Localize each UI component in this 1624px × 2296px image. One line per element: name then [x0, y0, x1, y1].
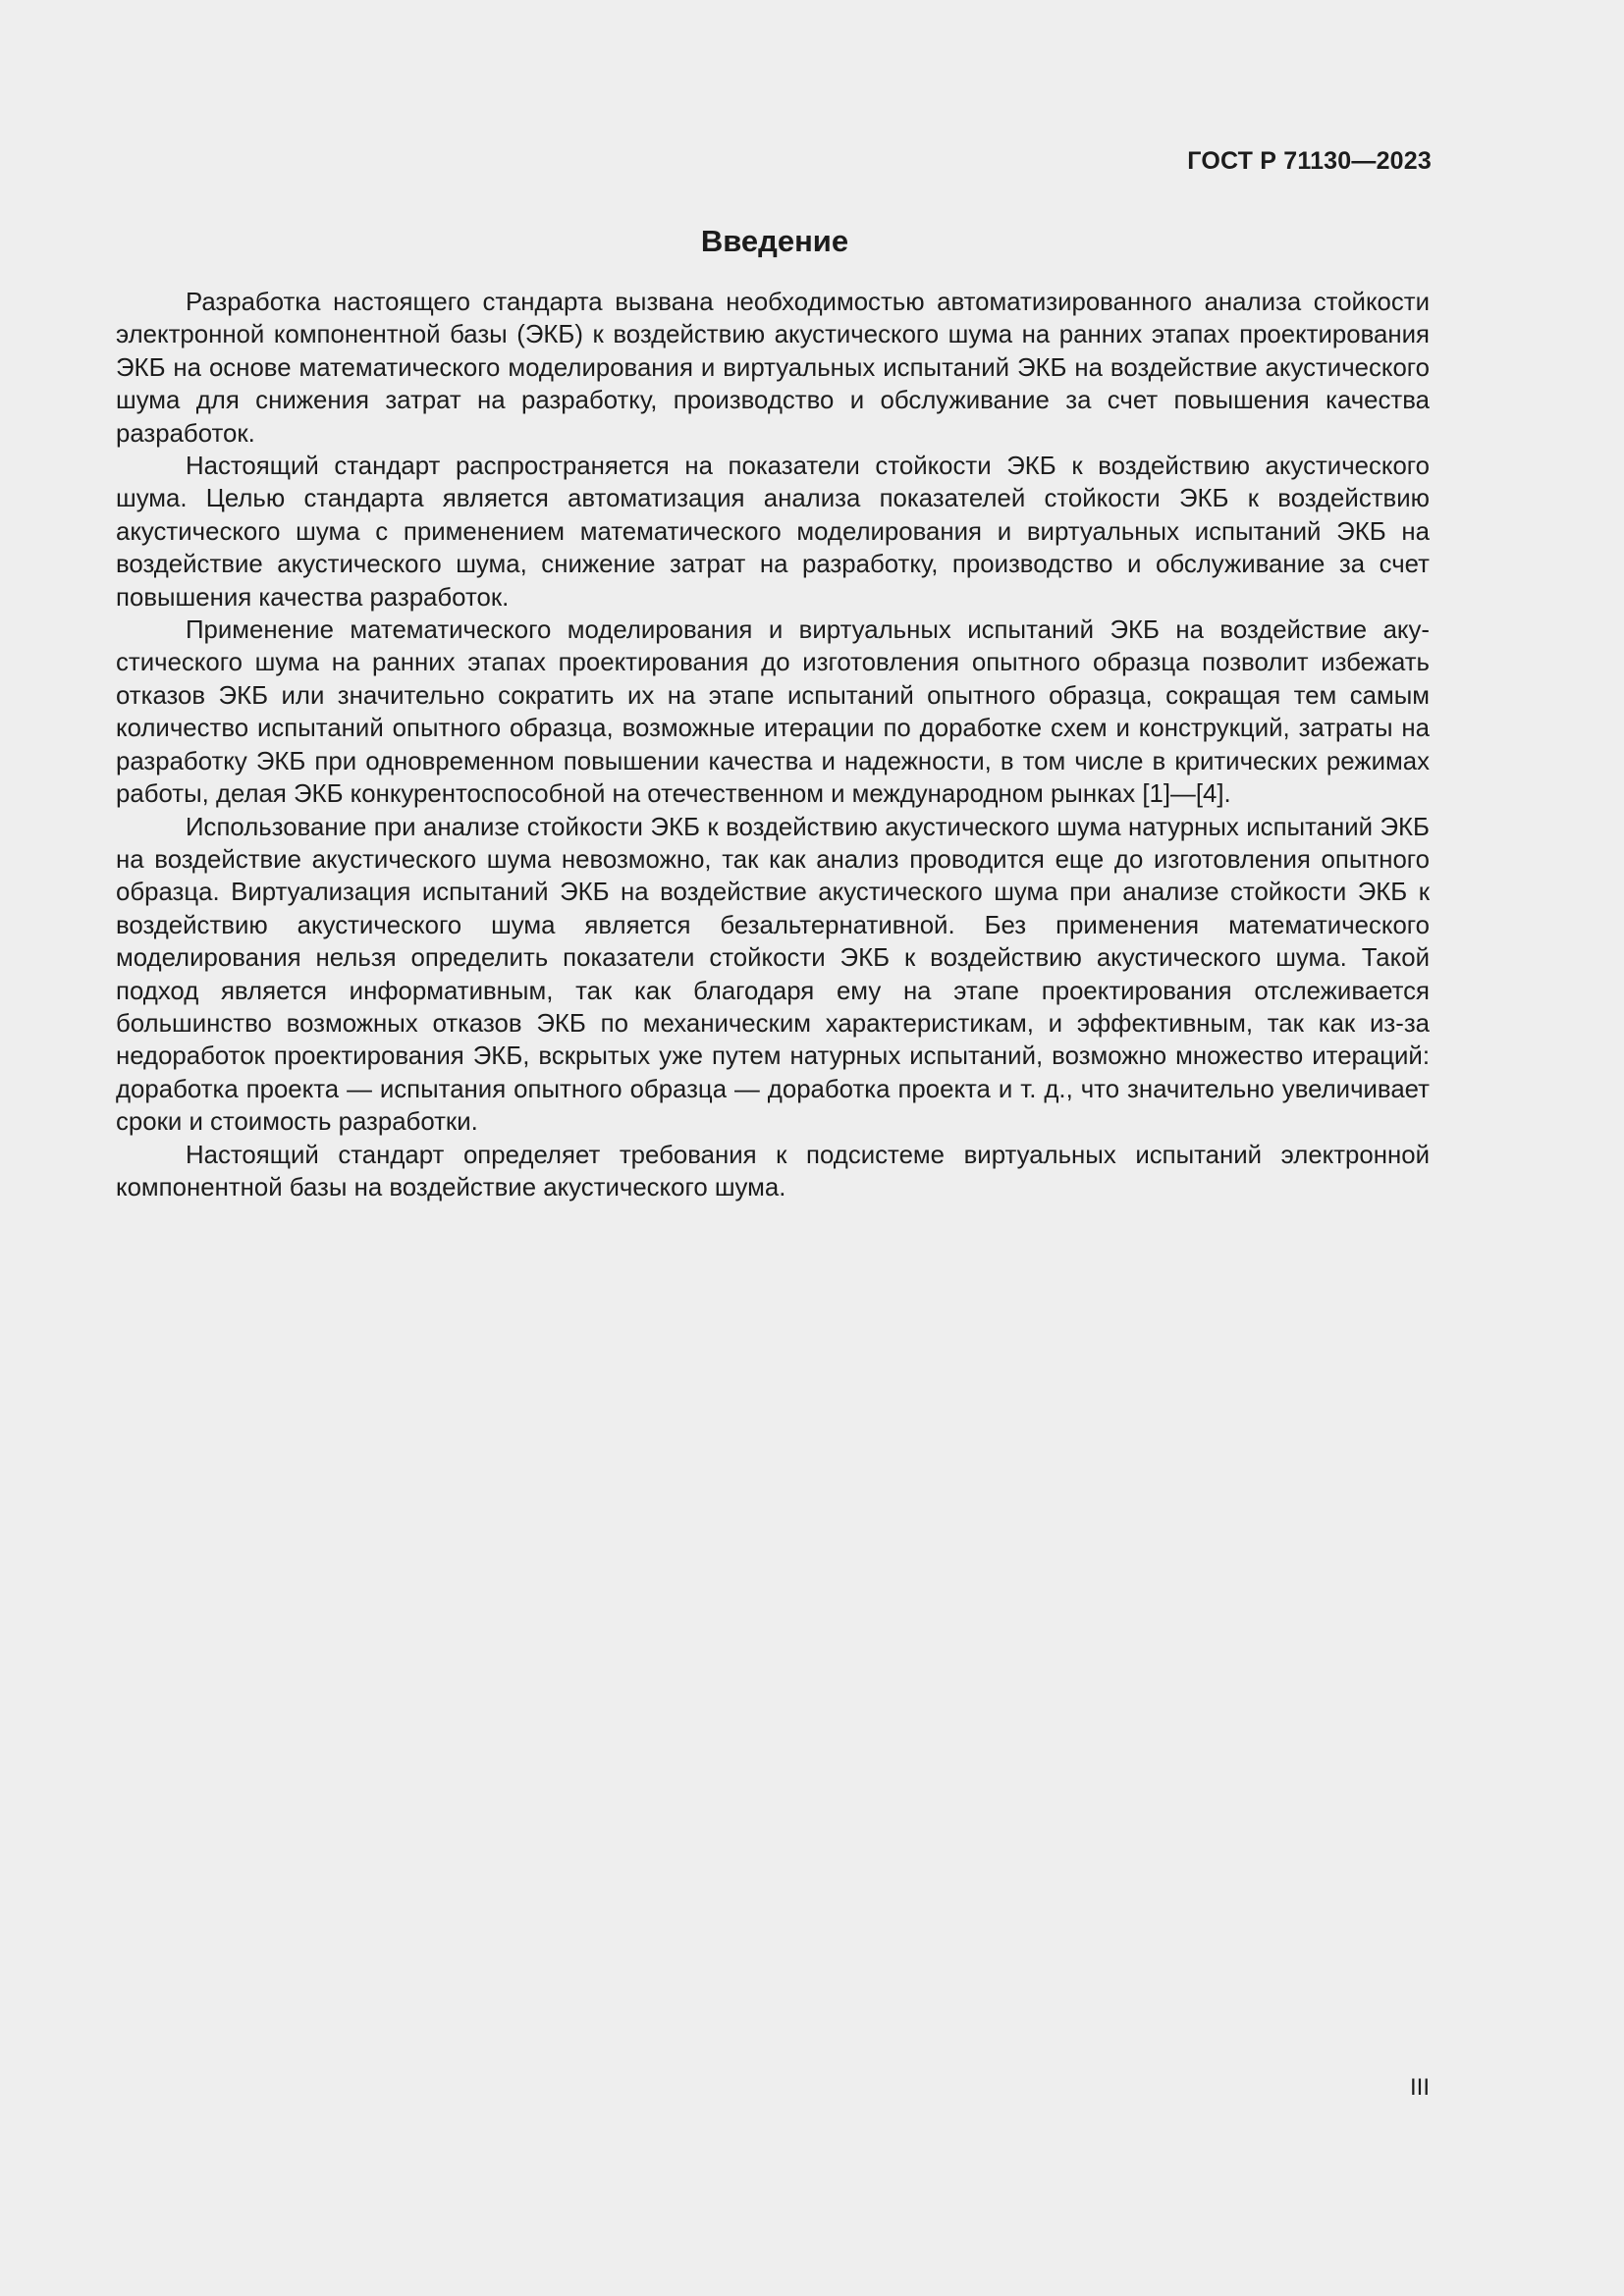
- document-code: ГОСТ Р 71130—2023: [1187, 147, 1432, 175]
- paragraph-3: Применение математического моделирования и виртуальных испытаний ЭКБ на воздействие акустического шума на ранних этапах проектирования до изготовления опытного образца позволит избежать отказов ЭКБ или значительно сократить их на этапе испытаний опытного образца, сокращая тем самым количество испытаний опытного образца, возможные итерации по доработке схем и конструкций, затраты на разработку ЭКБ при одновременном повышении качества и надежности, в том числе в критических режимах работы, делая ЭКБ конкурентоспособной на отечественном и международном рынках [1]—[4].: [116, 616, 1430, 809]
- page-title: Введение: [700, 224, 849, 258]
- paragraph-2: Настоящий стандарт распространяется на показатели стойкости ЭКБ к воздействию акустического шума. Целью стандарта является автоматизация анализа показателей стойкости ЭКБ к воздействию акустического шума с применением математического моделирования и виртуальных испытаний ЭКБ на воздействие акустического шума, снижение затрат на разработку, производство и обслуживание за счет повышения качества разработок.: [116, 453, 1430, 612]
- document-body: [116, 287, 1430, 1204]
- page-number: III: [1409, 2074, 1430, 2101]
- paragraph-4: Использование при анализе стойкости ЭКБ к воздействию акустического шума натурных испытаний ЭКБ на воздействие акустического шума невозможно, так как анализ проводится еще до изготовления опытного образца. Виртуализация испытаний ЭКБ на воздействие акустического шума при анализе стойкости ЭКБ к воздействию акустического шума является безальтернативной. Без применения математического моделирования нельзя определить показатели стойкости ЭКБ к воздействию акустического шума. Такой подход является информативным, так как благодаря ему на этапе проектирования отслеживается большинство возможных отказов ЭКБ по механическим характеристикам, и эффективным, так как из-за недоработок проектирования ЭКБ, вскрытых уже путем натурных испытаний, возможно множество итераций: доработка проекта — испытания опытного образца — доработка проекта и т. д., что значительно увеличивает сроки и стоимость разработки.: [116, 813, 1430, 1137]
- paragraph-5: Настоящий стандарт определяет требования к подсистеме виртуальных испытаний электронной компонентной базы на воздействие акустического шума.: [116, 1141, 1430, 1201]
- paragraph-1: Разработка настоящего стандарта вызвана необходимостью автоматизированного анализа стойкости электронной компонентной базы (ЭКБ) к воздействию акустического шума на ранних этапах проектирования ЭКБ на основе математического моделирования и виртуальных испытаний ЭКБ на воздействие акустического шума для снижения затрат на разработку, производство и обслуживание за счет повышения качества разработок.: [116, 289, 1430, 448]
